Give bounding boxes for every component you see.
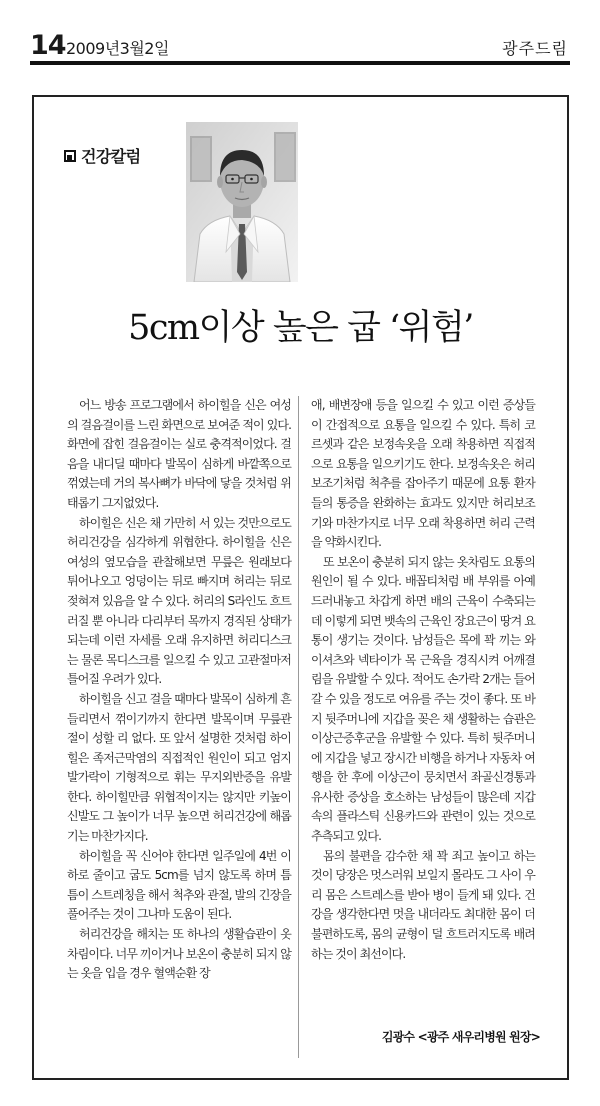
section-label-text: 건강칼럼 [81, 147, 141, 166]
body-paragraph: 애, 배변장애 등을 일으킬 수 있고 이런 증상들이 간접적으로 요통을 일으킬 수 있다. 특히 코르셋과 같은 보정속옷을 오래 착용하면 직접적으로 요통을 일으키기도 한다. 보정속옷은 허리보조기처럼 척추를 잡아주기 때문에 요통 환자들의 통증을 완화하는 효과도 있지만 허리보조기와 마찬가지로 너무 오래 착용하면 허리 근력을 약화시킨다. [311, 398, 535, 550]
body-paragraph: 어느 방송 프로그램에서 하이힐을 신은 여성의 걸음걸이를 느린 화면으로 보여준 적이 있다. 화면에 잡힌 걸음걸이는 실로 충격적이었다. 걸음을 내디딜 때마다 발목이 심하게 바깥쪽으로 꺾였는데 거의 복사뼈가 바닥에 닿을 것처럼 위태롭기 그지없었다. [67, 398, 291, 510]
body-paragraph: 허리건강을 해치는 또 하나의 생활습관이 옷차림이다. 너무 끼이거나 보온이 충분히 되지 않는 옷을 입을 경우 혈액순환 장 [67, 927, 291, 981]
body-paragraph: 하이힐을 꼭 신어야 한다면 일주일에 4번 이하로 줄이고 굽도 5cm를 넘지 않도록 하며 틈틈이 스트레칭을 해서 척추와 관절, 발의 긴장을 풀어주는 것이 그나마 도움이 된다. [67, 848, 291, 922]
article-body-left-column [67, 396, 291, 984]
portrait-image [186, 122, 298, 282]
publication-date: 2009년3월2일 [66, 39, 169, 58]
section-marker-icon [64, 150, 76, 162]
publication-name: 광주드림 [502, 39, 568, 58]
columnist-photo [186, 122, 298, 282]
header-rule [30, 61, 570, 65]
body-paragraph: 몸의 불편을 감수한 채 꽉 죄고 높이고 하는 것이 당장은 멋스러워 보일지 몰라도 그 사이 우리 몸은 스트레스를 받아 병이 들게 돼 있다. 건강을 생각한다면 멋을 내더라도 최대한 몸이 더 불편하도록, 몸의 균형이 덜 흐트러지도록 배려하는 것이 최선이다. [311, 848, 535, 961]
article-body-right-column [311, 396, 535, 964]
column-divider [298, 396, 299, 1058]
body-paragraph: 하이힐을 신고 걸을 때마다 발목이 심하게 흔들리면서 꺾이기까지 한다면 발목이며 무릎관절이 성할 리 없다. 또 앞서 설명한 것처럼 하이힐은 족저근막염의 직접적인 원인이 되고 엄지발가락이 기형적으로 휘는 무지외반증을 유발한다. 하이힐만큼 위협적이지는 않지만 키높이 신발도 그 높이가 너무 높으면 허리건강에 해롭기는 마찬가지다. [67, 691, 291, 844]
article-headline: 5cm이상 높은 굽 ‘위험’ [128, 308, 473, 348]
body-paragraph: 하이힐은 신은 채 가만히 서 있는 것만으로도 허리건강을 심각하게 위협한다. 하이힐을 신은 여성의 옆모습을 관찰해보면 무릎은 원래보다 튀어나오고 엉덩이는 뒤로 빠지며 허리는 뒤로 젖혀져 있음을 알 수 있다. 허리의 S라인도 흐트러질 뿐 아니라 다리부터 목까지 경직된 상태가 되는데 이런 자세를 오래 유지하면 허리디스크는 물론 목디스크를 일으킬 수 있고 고관절마저 틀어질 우려가 있다. [67, 515, 291, 687]
body-paragraph: 또 보온이 충분히 되지 않는 옷차림도 요통의 원인이 될 수 있다. 배꼽티처럼 배 부위를 아예 드러내놓고 차갑게 하면 배의 근육이 수축되는데 이렇게 되면 뱃속의 근육인 장요근이 땅겨 요통이 생기는 것이다. 남성들은 목에 꽉 끼는 와이셔츠와 넥타이가 목 근육을 경직시켜 어깨결림을 유발할 수 있다. 적어도 손가락 2개는 들어갈 수 있을 정도로 여유를 주는 것이 좋다. 또 바지 뒷주머니에 지갑을 꽂은 채 생활하는 습관은 이상근증후군을 유발할 수 있다. 특히 뒷주머니에 지갑을 넣고 장시간 비행을 하거나 자동차 여행을 한 후에 이상근이 뭉치면서 좌골신경통과 유사한 증상을 호소하는 남성들이 많은데 지갑속의 플라스틱 신용카드와 관련이 있는 것으로 추측되고 있다. [311, 554, 535, 844]
author-byline: 김광수 <광주 새우리병원 원장> [381, 1030, 540, 1044]
page-number: 14 [30, 30, 66, 61]
